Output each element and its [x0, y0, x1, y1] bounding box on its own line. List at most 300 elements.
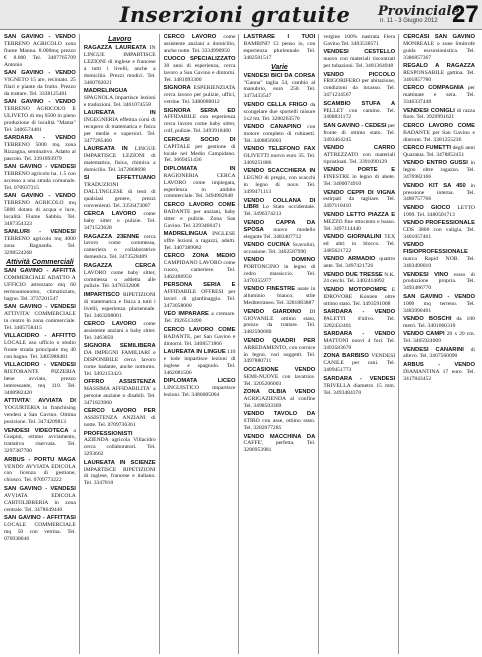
- ad-text: RIPETIZIONI di matematica e fisica a tutti i livelli, esperienza pluriennale. Tel. 3463208001: [83, 291, 156, 319]
- ad-text: ASSISTENZA ANZIANI di notte. Tel. 0709736361: [83, 415, 156, 429]
- ad-text: nuovo modello elegante Tel. 3483407712: [243, 226, 316, 240]
- ad-text: DI GIOVANILE ottimo stato, prezzo da trattare. Tel. 3482590680: [243, 308, 316, 336]
- classified-ad: [403, 85, 475, 106]
- classified-ad: [323, 123, 395, 144]
- ad-text: marca Rapid NOB. Tel. 3403490010: [403, 256, 475, 270]
- ad-headline: CERCO LAVORO: [163, 34, 217, 40]
- ad-text: LAVORO come baby sitter, commessa o addetta alle pulizie. Tel. 3476332808: [83, 269, 156, 290]
- ad-headline: CERCO LAVORO PER: [83, 408, 156, 415]
- ad-headline: VENDO TAVOLO DA: [243, 411, 316, 418]
- classified-ad: [164, 378, 236, 399]
- header-banner: [0, 0, 482, 30]
- ad-headline: SARDARA - VENDO: [4, 135, 76, 142]
- classified-ad: [4, 486, 76, 514]
- ad-headline: RAGAZZA CERCA: [83, 262, 156, 269]
- ad-headline: CERCO LAVORO: [83, 320, 137, 327]
- classified-ad: [323, 256, 395, 270]
- classified-ad: [243, 73, 315, 101]
- section-heading: Attività Commerciali: [6, 259, 74, 267]
- ad-headline: CERCASI SOCIO DI: [163, 136, 236, 143]
- ad-text: per mattinate e sera. Tel. 3346337448: [403, 85, 475, 106]
- classified-ad: [243, 198, 315, 219]
- ad-text: INGLESE offre lezioni a ragazzi, adulti. Tel. 3407389082: [163, 230, 236, 251]
- ad-text: LINGUE IMPARTISCE LEZIONI di matematica, fisica, chimica a domicilio. Tel. 3472868698: [83, 146, 156, 173]
- ad-text: nuovo con materiali riscontrati per tubazioni. Tel. 3481364948: [323, 56, 396, 70]
- classified-ad: [403, 145, 475, 159]
- classified-ad: [403, 347, 475, 361]
- ad-headline: VENDO CELLA FRIGO: [243, 101, 308, 108]
- ad-text: COMMERCIALE ADATTO A UFFICIO attrezzato mq 60 termoautonomo, climatizzato, bagno. Tel. 3737201547: [4, 275, 76, 302]
- ad-headline: ZONA BARBISO: [323, 353, 369, 360]
- ad-text: a cremare. Tel. 3926513490: [163, 311, 236, 325]
- ad-column: [84, 34, 160, 654]
- ad-headline: VENDO CUCINA: [243, 241, 290, 248]
- classified-ad: [4, 229, 76, 257]
- ad-headline: VENDO QUADRI PER: [243, 337, 316, 344]
- classified-ad: [84, 408, 156, 429]
- classified-ad: [4, 333, 76, 361]
- classified-ad: [164, 311, 236, 325]
- ad-headline: OCCASIONE VENDO: [243, 366, 316, 373]
- classified-ad: [84, 321, 156, 342]
- ad-headline: LAUREATA IN: [83, 110, 156, 117]
- classified-ad: [84, 234, 156, 262]
- ad-headline: VENDO DUE TRESSE: [323, 271, 383, 278]
- ad-headline: VENDO DOMINO: [243, 257, 316, 264]
- ad-text: N.K. 24 cerchi. Tel. 3402414892: [323, 271, 396, 285]
- ad-text: AGRIGAZIENDA al confine Tel. 3498503369: [243, 396, 316, 409]
- ad-text: in legno oltre ragazzo. Tel. 3476982166: [403, 160, 475, 181]
- ad-headline: SI EFFETTUANO: [83, 175, 156, 182]
- ad-headline: PERSONA SERIA E: [163, 282, 236, 289]
- classified-ad: [4, 398, 76, 426]
- ad-headline: SIGNORA: [163, 85, 191, 92]
- ad-text: CAPITALE per gestione di locale nel Medio Campidano. Tel. 3669451436: [163, 143, 236, 164]
- ad-headline: SAN GAVINO - AFFITTASI: [4, 514, 76, 521]
- classified-ad: [4, 457, 76, 485]
- ad-text: AZIENDA agricola Villacidro cerca collaboratori. Tel. 3293662: [83, 437, 156, 458]
- classified-ad: [164, 34, 236, 55]
- ad-headline: SCAMBIO STUFA A: [323, 100, 396, 107]
- classified-ad: [403, 316, 475, 330]
- ad-text: RAGIONERIA CERCA LAVORO come impiegata, esperienza in ambito commerciale. Tel. 3494982048: [163, 172, 236, 200]
- classified-ad: [4, 193, 76, 228]
- ad-text: SPAGNOLA impartisce lezioni e traduzioni. Tel. 3461074558: [83, 94, 156, 108]
- ad-text: in pressione interna. Tel. 3480757766: [403, 182, 475, 203]
- ad-text: CAMPIDANO LAVORO come cuoco, cameriere. Tel. 3462486950: [163, 260, 236, 280]
- classified-columns: [4, 34, 478, 654]
- issue-date: n. 11 - 3 Giugno 2012: [380, 18, 438, 24]
- ad-text: VIGNETO 15 are, recintato. 25 filari e piante da frutto. Prezzo da trattare. Tel. 3338125401: [4, 76, 76, 97]
- ad-headline: VENDESI CESTELLO: [323, 49, 396, 56]
- ad-headline: SAN GAVINO - VENDO: [4, 99, 76, 106]
- ad-headline: VENDO CANAPINO: [243, 123, 302, 130]
- ad-headline: SAN GAVINO - VENDO: [4, 70, 76, 77]
- classified-ad: [243, 242, 315, 256]
- ad-headline: ATTIVITA' AVVIATA DI: [4, 398, 76, 405]
- ad-column: [243, 34, 319, 654]
- classified-ad: [243, 309, 315, 337]
- ad-text: da scongelare due sportelli misure 1x2 mt. Tel. 3280263570: [243, 101, 316, 122]
- ad-headline: SAN GAVINO - VENDO: [403, 293, 475, 300]
- ad-text: OLIVETTI nuovo euro 35. Tel. 3409251886: [243, 153, 316, 166]
- ad-headline: VENDESI VIDEOTECA: [4, 427, 69, 434]
- ad-headline: CERCO ZONA MEDIO: [163, 253, 236, 260]
- classified-ad: [164, 282, 236, 310]
- ad-headline: VENDO GIOCO: [403, 204, 451, 211]
- classified-ad: [403, 108, 475, 122]
- classified-ad: [84, 146, 156, 174]
- classified-ad: [403, 272, 475, 293]
- ad-text: LOCALE uso ufficio o studio fronte strada principale mq 40 con bagno. Tel. 3405988481: [4, 340, 76, 360]
- classified-ad: [243, 124, 315, 145]
- ad-headline: VENDO GIARDINO: [243, 308, 302, 315]
- ad-text: MASSIMA AFFIDABILITA' a persone anziane o disabili. Tel. 3471823960: [83, 386, 156, 406]
- classified-ad: [84, 88, 156, 109]
- ad-text: PORTONCINO in legno di cedro massiccio. Tel. 3470355977: [243, 264, 316, 284]
- section-heading: Lavoro: [108, 36, 132, 43]
- classified-ad: [4, 362, 76, 397]
- ad-headline: CERCO LAVORO COME: [163, 326, 236, 333]
- classified-ad: [164, 85, 236, 106]
- ad-headline: LAUREATA IN LINGUE: [163, 348, 226, 355]
- classified-ad: [164, 327, 236, 348]
- classified-ad: [4, 268, 76, 303]
- ad-text: estirpati da tagliare. Tel. 3497110410: [323, 196, 396, 210]
- ad-headline: VENDO CAMPI: [403, 331, 445, 338]
- ad-headline: SARDARA - VENDO: [323, 309, 396, 316]
- ad-text: con motore completo di rubinetti. Tel. 3408856003: [243, 123, 316, 144]
- ad-headline: CERCASI SAN GAVINO: [403, 34, 475, 40]
- classified-ad: [84, 431, 156, 459]
- classified-ad: [403, 34, 475, 62]
- classified-ad: [4, 34, 76, 69]
- ad-text: rosso di produzione propria. Tel. 3493486770: [403, 271, 475, 292]
- ad-text: DIAMANTINA 17 euro. Tel. 3417843452: [403, 368, 475, 382]
- ad-headline: VENDO CEPPI DI VIGNA: [323, 189, 396, 196]
- ad-headline: VENDO MOTOPOMPE: [323, 286, 388, 293]
- ad-text: INGEGNERIA effettua corsi di recupero di matematica e fisica per medie e superiori. Tel. 3477285460: [83, 117, 156, 144]
- ad-headline: ZONA OLBIA VENDO: [243, 389, 316, 396]
- ad-headline: PROFESSIONISTI: [83, 430, 133, 437]
- ad-headline: SAN GAVINO - VENDESI: [4, 485, 76, 492]
- classified-ad: [4, 99, 76, 134]
- classified-ad: [164, 166, 236, 201]
- classified-ad: [323, 353, 395, 374]
- ad-text: AVVIATA EDICOLA CARTOLIBRERIA in zona centrale. Tel. 3478649446: [4, 492, 76, 513]
- ad-text: RISTORANTE PIZZERIA bene avviato, prezzo interessante, mq 110. Tel. 3408982420: [4, 369, 76, 396]
- ad-column: [164, 34, 240, 654]
- ad-text: YOGURTERIA in franchising vendesi a San Gavino. Ottima posizione. Tel. 3474209813: [4, 405, 76, 426]
- ad-text: PELLET con camino. Tel. 3408831172: [323, 107, 396, 121]
- classified-ad: [243, 367, 315, 388]
- ad-headline: SARDARA - VENDESI: [323, 375, 396, 382]
- ad-headline: SAN GAVINO - CEDESI: [323, 122, 387, 129]
- ad-headline: SARDARA - VENDO: [323, 331, 396, 338]
- classified-ad: [243, 434, 315, 455]
- ad-headline: REGALO A RAGAZZA: [403, 63, 475, 70]
- ad-text: a Guspini, ottimo avviamento, trattativa riservata. Tel. 3297387700: [4, 427, 76, 455]
- ad-text: ATTIVITA' COMMERCIALE in centro in zona commerciale. Tel. 3405758415: [4, 311, 76, 331]
- ad-headline: VENDO COLLANA DI LIBRI: [243, 197, 316, 211]
- classified-ad: [164, 202, 236, 230]
- ad-headline: VENDO MACCHINA DA: [243, 433, 316, 440]
- classified-ad: [84, 110, 156, 145]
- ad-headline: VENDO BOSCHI: [403, 315, 452, 322]
- classified-ad: [84, 343, 156, 378]
- ad-headline: VENDO CAPPA DA SPOSA: [243, 219, 316, 233]
- ad-headline: VENDO PROFESSIONALE: [403, 220, 475, 227]
- ad-headline: SIGNORA SEMILIBERA: [83, 343, 156, 350]
- classified-ad: [84, 379, 156, 407]
- ad-text: 1000 mq terreno. Tel. 3483990401: [403, 300, 475, 314]
- classified-ad: [403, 331, 475, 345]
- ad-text: DA IMPEGNI FAMILIARI e DISPONIBILE cerca lavoro come badante, anche notturno. Tel. 3492153423: [83, 350, 156, 377]
- classified-ad: [84, 263, 156, 291]
- classified-ad: [4, 515, 76, 543]
- ad-headline: VENDO ARMADIO: [323, 256, 376, 263]
- ad-text: TRIVELLA diametro 15 mm. Tel. 3493484370: [323, 382, 396, 396]
- ad-text: TERRENO 5000 mq zona Rizzagna, seminativo. Adatto al pascolo. Tel. 3391893979: [4, 142, 76, 162]
- ad-text: 110 e lode impartisce lezioni di inglese e spagnolo. Tel. 3462081506: [163, 348, 236, 376]
- ad-column: [403, 34, 478, 654]
- ad-text: MATTONI nuovi 4 fori. Tel. 3493583670: [323, 338, 396, 352]
- ad-text: TEX ed altri in blocco. Tel. 3485621722: [323, 233, 396, 254]
- ad-headline: VENDO LETTO PIAZZA E: [323, 211, 396, 218]
- ad-headline: VENDO ENTRO GUSSI: [403, 160, 468, 167]
- ad-text: come assistente anziani a domicilio, anche notte. Tel. 3334990950: [163, 34, 236, 54]
- ad-text: SEMI-NUOVE con lavatrice. Tel. 3205206003: [243, 373, 316, 387]
- ad-text: ESPERIENZIATA cerca lavoro per pulizie, uffici, vetrine. Tel. 3480088012: [163, 85, 236, 106]
- ad-headline: CERCO FUMETTI: [403, 145, 451, 152]
- ad-headline: LAUREATA IN: [83, 146, 128, 153]
- ad-headline: OFFRO ASSISTENZA: [83, 379, 156, 386]
- newspaper-logo: Provinciale: [378, 4, 460, 19]
- ad-headline: LAUREATA IN SCIENZE: [83, 459, 156, 466]
- ad-text: MEZZO fine ottocento e basso. Tel. 3497114440: [323, 218, 396, 232]
- ad-headline: VILLACIDRO - VENDESI: [4, 362, 76, 369]
- ad-headline: RAGAZZA LAUREATA: [83, 45, 147, 51]
- classified-ad: [323, 331, 395, 352]
- classified-ad: [243, 338, 315, 366]
- classified-ad: [243, 146, 315, 167]
- ad-headline: VENDO CARRO: [323, 145, 396, 152]
- classified-ad: [323, 101, 395, 122]
- ad-headline: SAN GAVINO - AFFITTA: [4, 268, 76, 275]
- ad-headline: VENDESI VINO: [403, 271, 449, 278]
- ad-text: TERRENO AGRICOLO zona fiume Manna. 8.000mq prezzo € 8.000 Tel. 3407765709 Antonio: [4, 40, 76, 68]
- ad-headline: SAN GAVINO - VENDO: [4, 193, 76, 200]
- ad-text: VENDO AVVIATA EDICOLA con licenza di gestione, chiosco. Tel. 0709773222: [4, 463, 76, 484]
- ad-headline: ARBUS - VENDO: [403, 361, 475, 368]
- classified-ad: [323, 287, 395, 308]
- classified-ad: [403, 362, 475, 383]
- ad-text: E IDROVORE Konnen oltre ottimo stato. Tel. 3493591008: [323, 286, 396, 307]
- classified-ad: [323, 72, 395, 100]
- ad-text: BAMBINI? Ci penso io, con esperienza pluriennale. Tel. 3482501517: [243, 40, 316, 61]
- ad-text: LETTO 1999. Tel. 3480501713: [403, 204, 475, 218]
- ad-text: VENDESI CANILE per cani. Tel. 3409451773: [323, 353, 396, 374]
- classified-ad: [323, 190, 395, 211]
- classified-ad: [403, 294, 475, 315]
- classified-ad: [4, 135, 76, 163]
- classified-ad: [164, 56, 236, 84]
- classified-ad: [403, 123, 475, 144]
- ad-text: Scavolini, occasione. Tel. 3402587990: [243, 241, 316, 255]
- classified-ad: [164, 108, 236, 136]
- ad-text: MONREALE o zone limitrofe guida escursionistica. Tel. 3386857367: [403, 40, 475, 61]
- ad-text: CDS 3800 con valigia. Tel. 3401057461: [403, 227, 475, 240]
- classified-ad: [243, 168, 315, 196]
- ad-headline: VILLACIDRO - AFFITTO: [4, 333, 76, 340]
- ad-headline: VENDO PORTE E: [323, 167, 396, 174]
- ad-text: AFFIDABILE OFFRESI per lavori di giardinaggio. Tel. 3473058000: [163, 289, 236, 310]
- ad-text: cerca lavoro come commessa, cameriera o collaboratrice domestica. Tel. 3473528489: [83, 233, 156, 261]
- classified-ad: [323, 234, 395, 255]
- ad-headline: VENDO PICCOLO: [323, 71, 396, 78]
- ad-headline: LASTRARE I TUOI: [243, 34, 316, 40]
- section-heading: Varie: [270, 63, 288, 71]
- ad-text: Lo Stato occidentale. Tel. 3496374213: [243, 204, 316, 218]
- classified-ad: [323, 309, 395, 330]
- ad-headline: DIPLOMATA LICEO: [163, 378, 236, 385]
- classified-ad: [243, 411, 315, 432]
- ad-text: TERRENO agricolo ha. 1.5 con accesso a una strada comunale. Tel. 070937315: [4, 171, 76, 192]
- ad-headline: CERCA LAVORO: [83, 211, 137, 218]
- classified-ad: [164, 137, 236, 165]
- ad-text: TERRENO AGRICOLO E ULIVETO di mq 6500 in pieno produzione di località "Mama" Tel. 3406574481: [4, 106, 76, 133]
- classified-ad: [323, 272, 395, 286]
- classified-ad: [4, 164, 76, 192]
- ad-text: LINGUISTICO impartisce lezioni. Tel. 3486085004: [163, 385, 236, 398]
- classified-ad: [323, 376, 395, 397]
- ad-headline: VENDO GIORNALINI: [323, 233, 382, 240]
- ad-headline: CERCO LAVORO COME: [403, 122, 475, 129]
- classified-ad: [323, 212, 395, 233]
- ad-headline: SIGNORA SERIA ED: [163, 107, 236, 114]
- classified-ad: [84, 45, 156, 86]
- ad-headline: VENDESI CONIGLI: [403, 107, 455, 114]
- ad-text: quattro ante. Tel. 3497421726: [323, 256, 396, 270]
- ad-headline: VENDO KIT SA 450: [403, 182, 466, 189]
- ad-text: CAFFE', perfetta. Tel. 3286953981: [243, 440, 316, 454]
- ad-headline: VENDESI CANARINI: [403, 346, 464, 353]
- ad-headline: SAN GAVINO - VENDESI: [4, 304, 76, 311]
- ad-headline: DIPLOMATA IN: [163, 165, 236, 172]
- classified-ad: [84, 175, 156, 210]
- ad-text: di allevo. Tel. 3467560090: [403, 346, 475, 360]
- classified-ad: [403, 160, 475, 181]
- ad-text: FRIGORIFERO per abitazione, condizioni da incasso. Tel. 3471234567: [323, 78, 396, 99]
- ad-headline: VENDO SCACCHIERA IN: [243, 168, 316, 175]
- classified-ad: [4, 304, 76, 332]
- ad-headline: CUOCO SPECIALIZZATO: [163, 56, 236, 63]
- ad-text: per fronte di ottimo stato. Tel. 3493464245: [323, 122, 396, 143]
- ad-headline: ARBUS - PORTU MAGA: [4, 456, 76, 463]
- classified-ad: [84, 211, 156, 232]
- classified-ad: [403, 242, 475, 270]
- classified-ad: [84, 292, 156, 320]
- classified-ad: [323, 145, 395, 166]
- ad-headline: RAGAZZA 23ENNE: [83, 233, 140, 240]
- classified-ad: [164, 231, 236, 252]
- ad-text: degli anni Quaranta. Tel. 3478852451: [403, 145, 475, 158]
- ad-text: 20 x 20 cm. Tel. 3405924009: [403, 331, 475, 345]
- classified-ad: [323, 34, 395, 48]
- ad-headline: SAN GAVINO - VENDESI: [4, 164, 76, 171]
- ad-headline: VENDO TELEFONO FAX: [243, 146, 316, 153]
- ad-headline: VENDO FINESTRE: [243, 286, 296, 293]
- ad-text: ARREDAMENTO, con cornice in legno, vari soggetti. Tel. 3497880711: [243, 344, 316, 365]
- classified-ad: [243, 257, 315, 285]
- ad-headline: CERCO COMPAGNIA: [403, 85, 464, 92]
- ad-text: come assistente anziani o baby sitter. Tel. 3463850: [83, 320, 156, 341]
- page-number: 27: [452, 1, 479, 28]
- ad-text: STIRO con asse, ottimo stato. Tel. 3282077285: [243, 418, 316, 432]
- ad-text: PALETTI d'ulivo. Tel. 3282432401: [323, 315, 396, 329]
- ad-headline: IMPARTISCO: [83, 291, 120, 298]
- ad-text: TERRENO agricolo mq 4000 zona Bagnardu. Tel. 3298524268: [4, 236, 76, 257]
- ad-text: TERRENO AGRICOLO mq 5800 dotato di acqua e luce, località Fiume Sabbia. Tel. 3487354323: [4, 200, 76, 228]
- classified-ad: [243, 102, 315, 123]
- classified-ad: [323, 49, 395, 70]
- ad-text: ATTREZZATO con materiali ripristinati. Tel. 3391090129: [323, 152, 396, 165]
- ad-headline: VEO IMPARARE: [163, 311, 209, 318]
- classified-ad: [403, 220, 475, 241]
- classified-ad: [4, 70, 76, 98]
- classified-ad: [403, 205, 475, 219]
- ad-headline: VENDO FISIOPROFESSIONALE: [403, 242, 468, 256]
- classified-ad: [164, 253, 236, 281]
- classified-ad: [243, 389, 315, 410]
- ad-headline: SANLURI - VENDESI: [4, 229, 76, 236]
- classified-ad: [323, 167, 395, 188]
- classified-ad: [84, 460, 156, 488]
- ad-headline: MADRELINGUA: [163, 230, 208, 237]
- ad-text: da 100 metri. Tel. 3401060310: [403, 315, 475, 329]
- ad-text: TRADUZIONI DALL'INGLESE di testi di qualsiasi genere, prezzi convenienti. Tel. 3356473087: [83, 182, 156, 209]
- classified-ad: [164, 349, 236, 377]
- ad-headline: VENDESI BICI DA CORSA: [243, 72, 316, 79]
- classified-ad: [243, 220, 315, 241]
- ad-text: BADANTE per anziani, baby sitter e pulizie. Zona San Gavino. Tel. 3293466471: [163, 208, 236, 229]
- ad-text: IMPARTISCE RIPETIZIONI di inglese, francese e italiano. Tel. 3347810: [83, 466, 156, 487]
- ad-text: "Ganna" taglia 54, cambio al manubrio, euro 250. Tel. 3473433547: [243, 79, 316, 100]
- ad-column: [323, 34, 399, 654]
- ad-text: come baby sitter o pulizie. Tel. 3471523628: [83, 211, 156, 232]
- classified-ad: [243, 34, 315, 62]
- ad-text: FINESTRE in legno di abete. Tel. 3400074910: [323, 174, 396, 188]
- ad-headline: CERCO LAVORO COME: [163, 201, 236, 208]
- ad-text: BADANTE per San Gavino e dintorni. Tel. 3381255236: [403, 129, 475, 143]
- ad-text: BADANTE, per San Gavino e dintorni. Tel. 3408571866: [163, 333, 236, 347]
- classified-ad: [403, 63, 475, 84]
- ad-text: di razza fiore. Tel. 3929991621: [403, 107, 475, 121]
- ad-headline: SAN GAVINO - VENDO: [4, 34, 76, 40]
- ad-text: LEGNO di pregio, con scacchi in legno di noce. Tel. 3499471113: [243, 175, 316, 196]
- ad-headline: MADRELINGUA: [83, 87, 128, 94]
- classified-ad: [4, 428, 76, 456]
- ad-text: 30 anni di esperienza, cerca lavoro a San Gavino e dintorni. Tel. 3481093300: [163, 63, 236, 83]
- ad-column: [4, 34, 80, 654]
- ad-text: IN LINGUE IMPARTISCE LEZIONI di inglese e francese a tutti i livelli, anche a domicilio. Prezzi modici. Tel. 3460782021: [83, 45, 156, 86]
- ad-text: vergine 100% nastrata Fiera Gavino Tel. 3403538571: [323, 34, 396, 47]
- classified-ad: [243, 286, 315, 307]
- ad-text: usate in alluminio bianco, stile Mediterraneo. Tel. 3281883887: [243, 286, 316, 307]
- ad-text: AFFIDABILE con esperienza cerca lavoro come baby sitter, colf, pulizie. Tel. 3493918480: [163, 114, 236, 135]
- ad-text: LOCALE COMMERCIALE mq 50 con vetrina. Tel. 070938046: [4, 521, 76, 542]
- ad-text: RESPONSABILE gattina. Tel. 3401857780: [403, 70, 475, 83]
